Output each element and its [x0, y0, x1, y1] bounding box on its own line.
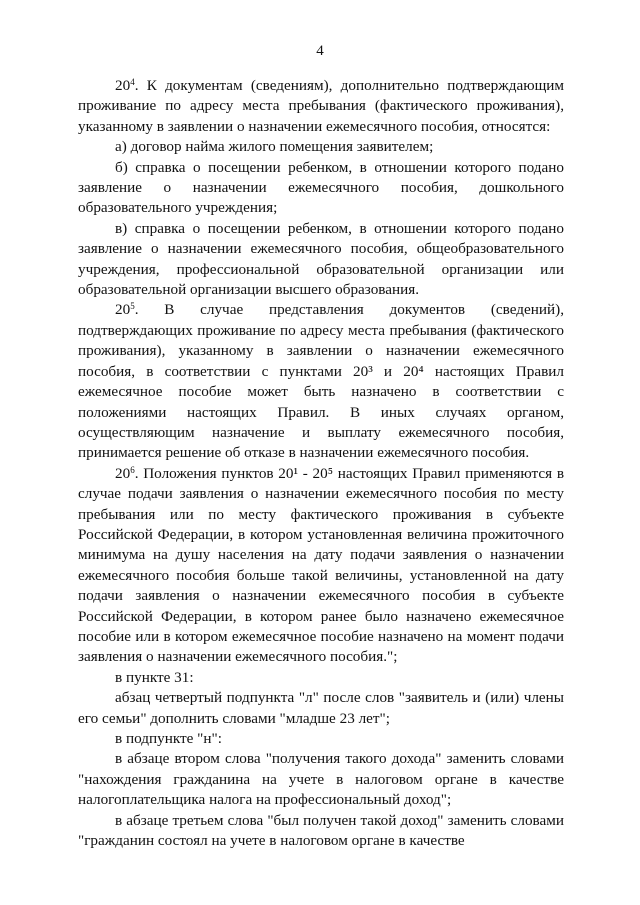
page-number: 4 — [316, 43, 324, 59]
paragraph-20-4 — [78, 76, 564, 137]
clause-superscript: 6 — [130, 464, 135, 475]
paragraph-20-6 — [78, 464, 564, 668]
paragraph-text: . Положения пунктов 20¹ - 20⁵ настоящих Правил применяются в случае подачи заявления о назначении ежемесячного пособия по месту пребывания или по месту фактического проживания в субъекте Российской Федерации, в котором установленная величина прожиточного минимума на душу населения на дату подачи заявления о назначении ежемесячного пособия больше такой величины, установленной на дату подачи заявления о назначении ежемесячного пособия в субъекте Российской Федерации, в котором ранее было назначено ежемесячное пособие или в котором ежемесячное пособие назначено на момент подачи заявления о назначении ежемесячного пособия."; — [78, 464, 564, 666]
paragraph-item-a: а) договор найма жилого помещения заявителем; — [115, 138, 434, 156]
clause-superscript: 4 — [130, 77, 135, 87]
paragraph-20-5 — [78, 300, 564, 463]
paragraph-subpoint-n: в подпункте "н": — [115, 730, 222, 747]
paragraph-abzac-2: в абзаце втором слова "получения такого дохода" заменить словами "нахождения гражданина на учете в налоговом органе в качестве налогоплательщика налога на профессиональный доход"; — [78, 750, 564, 809]
paragraph-point-31: в пункте 31: — [115, 668, 194, 686]
clause-number: 20 — [115, 464, 131, 482]
paragraph-text: . В случае представления документов (сведений), подтверждающих проживание по адресу места пребывания (фактического проживания), указанному в заявлении о назначении ежемесячного пособия, в соответствии с пунктами 20³ и 20⁴ настоящих Правил ежемесячное пособие может быть назначено в соответствии с положениями настоящих Правил. В иных случаях органом, осуществляющим назначение и выплату ежемесячного пособия, принимается решение об отказе в назначении ежемесячного пособия. — [78, 301, 564, 462]
paragraph-text: . К документам (сведениям), дополнительно подтверждающим проживание по адресу места пребывания (фактического проживания), указанному в заявлении о назначении ежемесячного пособия, относятся: — [78, 77, 564, 135]
clause-superscript: 5 — [130, 301, 135, 312]
paragraph-subpoint-l: абзац четвертый подпункта "л" после слов "заявитель и (или) члены его семьи" дополнить словами "младше 23 лет"; — [78, 689, 564, 727]
paragraph-item-v: в) справка о посещении ребенком, в отношении которого подано заявление о назначении ежемесячного пособия, общеобразовательного учреждения, профессиональной образовательной организации или образовательной организации высшего образования. — [78, 219, 564, 299]
paragraph-abzac-3: в абзаце третьем слова "был получен такой доход" заменить словами "гражданин состоял на учете в налоговом органе в качестве — [78, 811, 564, 850]
clause-number: 20 — [115, 301, 131, 319]
clause-number: 20 — [115, 77, 131, 94]
document-body — [78, 76, 564, 851]
paragraph-item-b: б) справка о посещении ребенком, в отношении которого подано заявление о назначении ежемесячного пособия, дошкольного образовательного учреждения; — [78, 158, 564, 217]
